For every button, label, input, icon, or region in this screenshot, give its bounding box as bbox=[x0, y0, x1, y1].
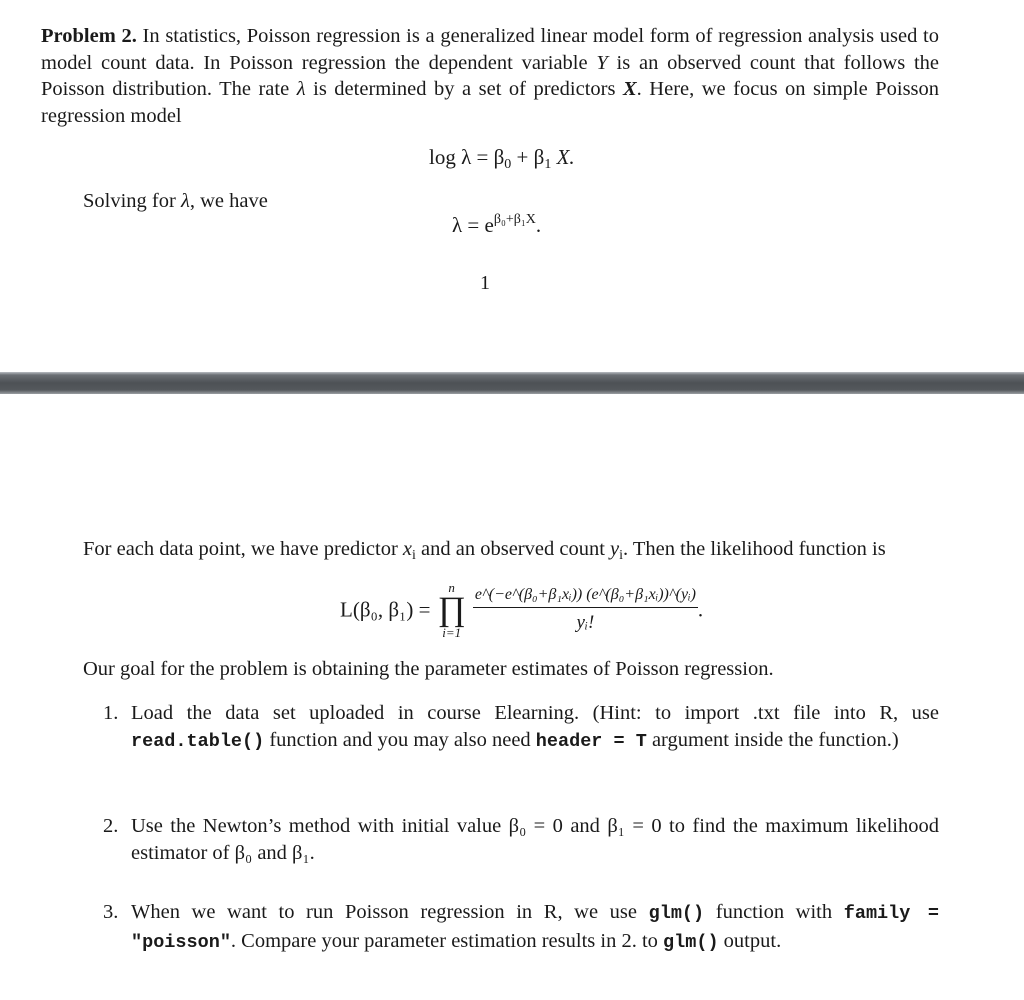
list-item-1 bbox=[103, 700, 939, 755]
solving-line bbox=[83, 188, 483, 215]
eq1-sub0: 0 bbox=[504, 157, 512, 172]
code-read-table: read.table() bbox=[131, 730, 265, 752]
page-divider bbox=[0, 372, 1024, 394]
goal-sentence: Our goal for the problem is obtaining the parameter estimates of Poisson regression. bbox=[83, 658, 774, 680]
variable-x: X bbox=[622, 78, 637, 100]
likelihood-numerator: e^(−e^(β₀+β₁xᵢ)) (e^(β₀+β₁xᵢ))^(yᵢ) bbox=[473, 586, 698, 608]
likelihood-lhs: L(β₀, β₁) = bbox=[340, 597, 431, 622]
y-i: y bbox=[610, 538, 620, 560]
y-i-sub: i bbox=[619, 548, 624, 563]
eq1-end: X. bbox=[556, 145, 575, 169]
likelihood-fraction bbox=[473, 586, 698, 634]
product-symbol: ∏ bbox=[437, 591, 466, 628]
code-family-poisson: family = "poisson" bbox=[131, 903, 940, 953]
item-1-text-1: Load the data set uploaded in course Elearning. (Hint: to import .txt file into R, use bbox=[131, 702, 939, 724]
problem-heading: Problem 2. bbox=[41, 25, 137, 47]
intro-text-4: . Here, we focus on simple Poisson regression model bbox=[41, 78, 940, 127]
item-1-text-2: function and you may also need bbox=[269, 728, 531, 751]
likelihood-text-3: . Then the likelihood function is bbox=[623, 538, 886, 560]
likelihood-denominator: yᵢ! bbox=[576, 612, 595, 633]
eq1-part: log λ = β bbox=[429, 145, 505, 169]
item-3-text-3: . Compare your parameter estimation results in 2. to bbox=[230, 929, 658, 952]
lambda-symbol: λ bbox=[296, 78, 306, 100]
lambda-symbol-2: λ bbox=[180, 190, 190, 212]
item-number: 3. bbox=[103, 901, 119, 923]
x-i-sub: i bbox=[412, 548, 416, 563]
product-upper-limit: n bbox=[448, 580, 455, 595]
intro-text-3: is determined by a set of predictors bbox=[313, 78, 616, 100]
code-glm: glm() bbox=[648, 903, 705, 924]
intro-text-1: In statistics, Poisson regression is a generalized linear model form of regression analysis used to model count data. In Poisson regression the dependent variable bbox=[41, 25, 940, 74]
likelihood-end: . bbox=[697, 597, 704, 622]
item-3-text-1: When we want to run Poisson regression in R, we use bbox=[131, 901, 638, 923]
equation-lambda bbox=[452, 212, 541, 238]
item-number: 1. bbox=[103, 702, 119, 724]
item-3-text-2: function with bbox=[715, 901, 833, 923]
item-number: 2. bbox=[103, 815, 119, 837]
solving-text-1: Solving for bbox=[83, 190, 176, 212]
eq1-mid: + β bbox=[511, 145, 545, 169]
variable-y: Y bbox=[596, 51, 608, 74]
item-3-text-4: output. bbox=[723, 929, 782, 952]
likelihood-equation bbox=[340, 580, 703, 640]
likelihood-text-1: For each data point, we have predictor bbox=[83, 538, 398, 560]
item-2-text: Use the Newton’s method with initial value β₀ = 0 and β₁ = 0 to find the maximum likelihood estimator of β₀ and β₁. bbox=[131, 815, 939, 864]
product-lower-limit: i=1 bbox=[442, 625, 462, 640]
list-item-2 bbox=[103, 813, 939, 866]
likelihood-text-2: and an observed count bbox=[421, 538, 605, 560]
likelihood-intro bbox=[83, 536, 939, 570]
item-1-text-3: argument inside the function.) bbox=[651, 728, 899, 751]
product-operator bbox=[438, 580, 466, 640]
eq2-end: . bbox=[535, 213, 542, 237]
intro-text-2: is an observed count that follows the Poisson distribution. The rate bbox=[41, 51, 939, 100]
eq2-lhs: λ = e bbox=[452, 213, 494, 237]
x-i: x bbox=[402, 538, 413, 560]
page-number: 1 bbox=[480, 272, 490, 294]
equation-log-lambda bbox=[429, 145, 575, 173]
list-item-3 bbox=[103, 899, 940, 956]
eq2-exponent: β₀+β₁X bbox=[493, 212, 536, 227]
code-glm-2: glm() bbox=[663, 931, 719, 953]
eq1-sub1: 1 bbox=[544, 157, 552, 172]
problem-intro bbox=[41, 23, 939, 129]
code-header-arg: header = T bbox=[535, 730, 647, 752]
solving-text-2: , we have bbox=[189, 190, 268, 212]
